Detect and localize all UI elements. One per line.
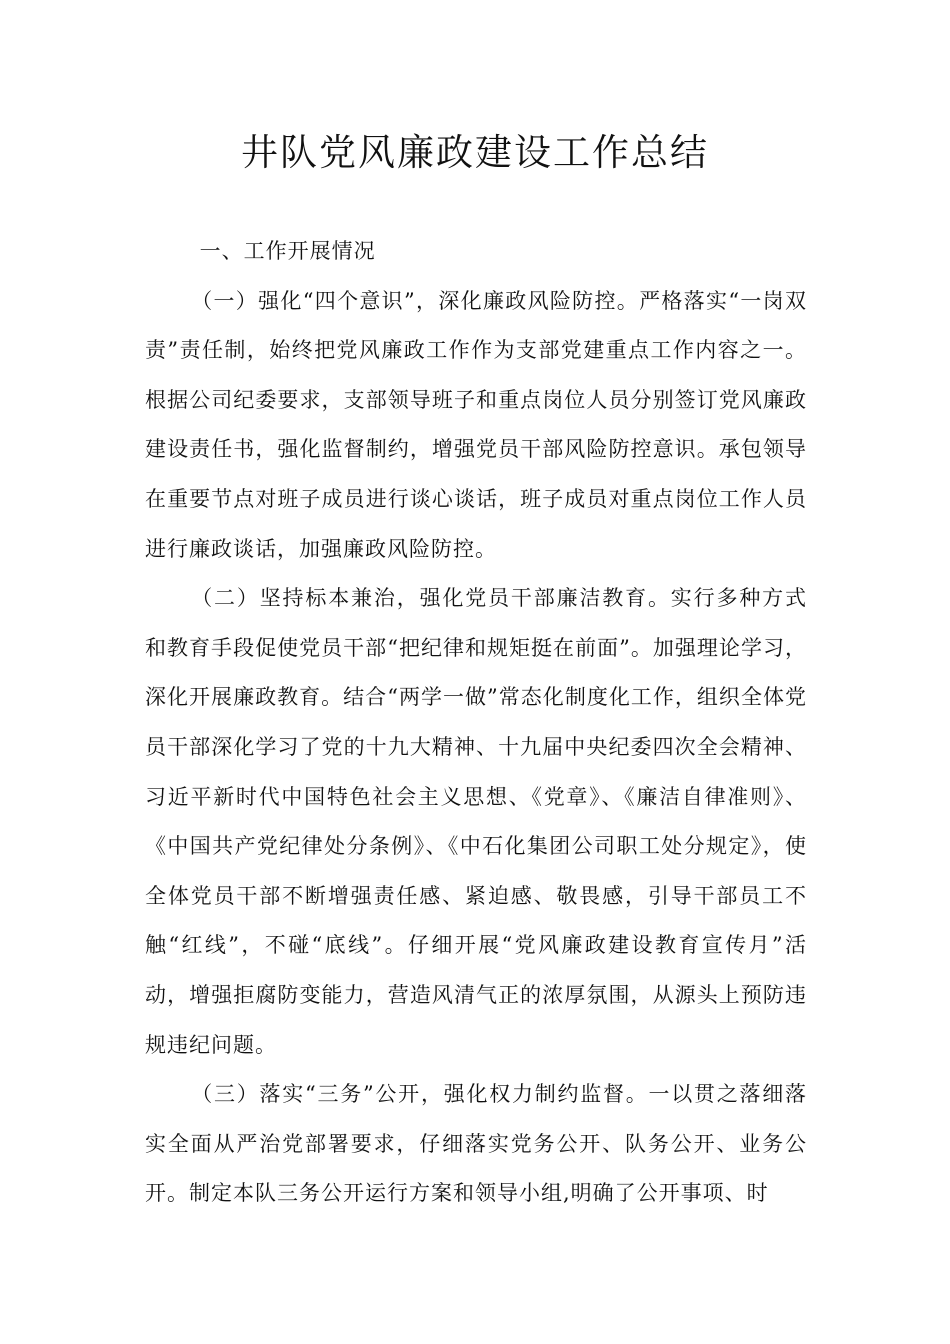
- document-body: [145, 227, 807, 1219]
- section-heading: 一、工作开展情况: [199, 239, 376, 263]
- paragraph-2: （二）坚持标本兼治，强化党员干部廉洁教育。实行多种方式和教育手段促使党员干部“把纪律和规矩挺在前面”。加强理论学习，深化开展廉政教育。结合“两学一做”常态化制度化工作，组织全体党员干部深化学习了党的十九大精神、十九届中央纪委四次全会精神、习近平新时代中国特色社会主义思想、《党章》、《廉洁自律准则》、《中国共产党纪律处分条例》、《中石化集团公司职工处分规定》，使全体党员干部不断增强责任感、紧迫感、敬畏感，引导干部员工不触“红线”，不碰“底线”。仔细开展“党风廉政建设教育宣传月”活动，增强拒腐防变能力，营造风清气正的浓厚氛围，从源头上预防违规违纪问题。: [145, 586, 807, 1057]
- document-title: 井队党风廉政建设工作总结: [241, 131, 709, 174]
- paragraph-1: （一）强化“四个意识”，深化廉政风险防控。严格落实“一岗双责”责任制，始终把党风廉政工作作为支部党建重点工作内容之一。根据公司纪委要求，支部领导班子和重点岗位人员分别签订党风廉政建设责任书，强化监督制约，增强党员干部风险防控意识。承包领导在重要节点对班子成员进行谈心谈话，班子成员对重点岗位工作人员进行廉政谈话，加强廉政风险防控。: [145, 288, 807, 561]
- paragraph-3: （三）落实“三务”公开，强化权力制约监督。一以贯之落细落实全面从严治党部署要求，仔细落实党务公开、队务公开、业务公开。制定本队三务公开运行方案和领导小组,明确了公开事项、时: [145, 1082, 807, 1206]
